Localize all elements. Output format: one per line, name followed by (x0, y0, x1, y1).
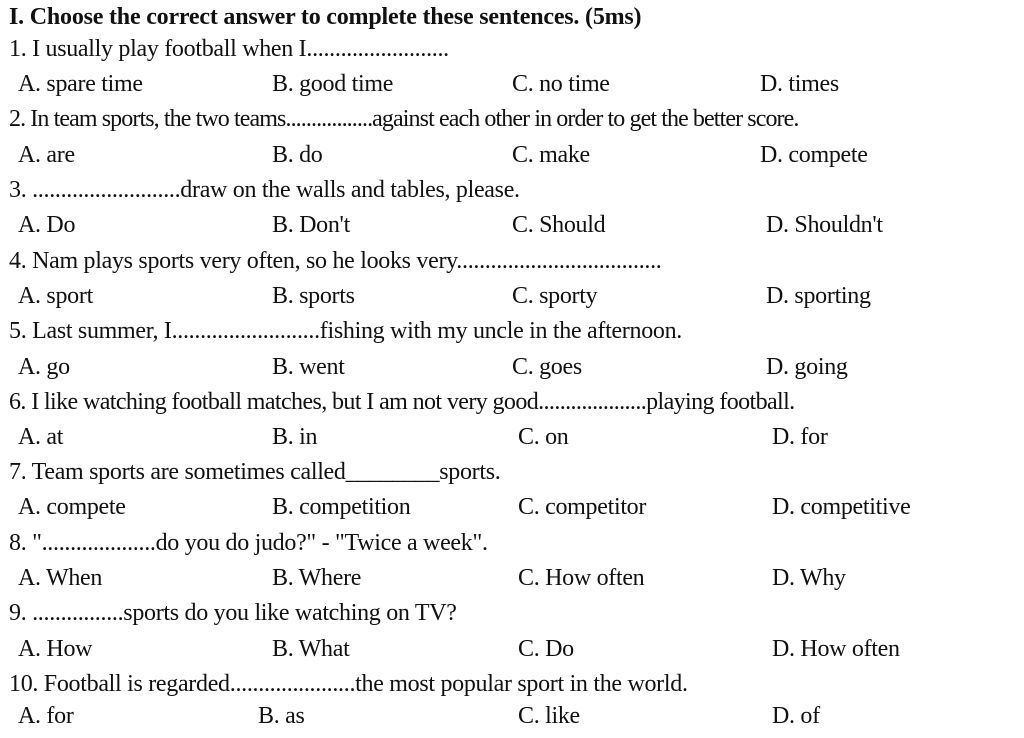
options-row-3 (0, 212, 1024, 247)
question-8 (0, 530, 1024, 565)
question-text: 5. Last summer, I..........................fishing with my uncle in the afternoon. (9, 318, 682, 344)
question-7 (0, 459, 1024, 494)
option-b: B. competition (272, 494, 411, 520)
option-b: B. good time (272, 71, 394, 97)
option-a: A. How (18, 636, 93, 662)
options-row-7 (0, 494, 1024, 529)
option-c: C. like (518, 703, 580, 729)
option-d: D. Shouldn't (766, 212, 883, 238)
option-c: C. sporty (512, 283, 598, 309)
option-b: B. Where (272, 565, 362, 591)
question-text: 8. "....................do you do judo?" - "Twice a week". (9, 530, 488, 556)
options-row-6 (0, 424, 1024, 459)
option-d: D. for (772, 424, 828, 450)
option-d: D. of (772, 703, 820, 729)
option-b: B. went (272, 354, 345, 380)
option-d: D. times (760, 71, 839, 97)
section-heading: I. Choose the correct answer to complete these sentences. (5ms) (9, 4, 642, 30)
option-a: A. When (18, 565, 103, 591)
question-text: 10. Football is regarded......................the most popular sport in the world. (9, 671, 688, 697)
options-row-10 (0, 703, 1024, 738)
option-c: C. How often (518, 565, 645, 591)
option-c: C. competitor (518, 494, 647, 520)
question-10 (0, 671, 1024, 706)
option-a: A. are (18, 142, 75, 168)
options-row-5 (0, 354, 1024, 389)
option-b: B. Don't (272, 212, 350, 238)
option-d: D. going (766, 354, 848, 380)
option-b: B. as (258, 703, 305, 729)
question-text: 1. I usually play football when I......................... (9, 36, 449, 62)
option-c: C. goes (512, 354, 582, 380)
question-5 (0, 318, 1024, 353)
question-4 (0, 248, 1024, 283)
option-d: D. How often (772, 636, 900, 662)
question-text: 9. ................sports do you like watching on TV? (9, 600, 457, 626)
option-a: A. compete (18, 494, 126, 520)
option-c: C. make (512, 142, 590, 168)
option-c: C. Should (512, 212, 606, 238)
question-text: 4. Nam plays sports very often, so he looks very.................................... (9, 248, 662, 274)
option-a: A. at (18, 424, 64, 450)
option-b: B. do (272, 142, 323, 168)
option-a: A. Do (18, 212, 76, 238)
option-a: A. go (18, 354, 70, 380)
options-row-9 (0, 636, 1024, 671)
options-row-2 (0, 142, 1024, 177)
question-6 (0, 389, 1024, 424)
question-text: 3. ..........................draw on the walls and tables, please. (9, 177, 520, 203)
question-text: 2. In team sports, the two teams.................against each other in order to get the better score. (9, 106, 799, 132)
option-c: C. Do (518, 636, 574, 662)
options-row-8 (0, 565, 1024, 600)
option-b: B. sports (272, 283, 355, 309)
option-b: B. What (272, 636, 350, 662)
option-a: A. for (18, 703, 74, 729)
question-1 (0, 36, 1024, 71)
option-a: A. sport (18, 283, 93, 309)
option-d: D. compete (760, 142, 868, 168)
question-text: 6. I like watching football matches, but I am not very good....................playing football. (9, 389, 795, 415)
question-9 (0, 600, 1024, 635)
option-b: B. in (272, 424, 318, 450)
option-c: C. on (518, 424, 569, 450)
option-a: A. spare time (18, 71, 143, 97)
question-2 (0, 106, 1024, 141)
question-text: 7. Team sports are sometimes called________sports. (9, 459, 501, 485)
options-row-1 (0, 71, 1024, 106)
option-c: C. no time (512, 71, 610, 97)
option-d: D. sporting (766, 283, 871, 309)
option-d: D. Why (772, 565, 846, 591)
question-3 (0, 177, 1024, 212)
options-row-4 (0, 283, 1024, 318)
option-d: D. competitive (772, 494, 911, 520)
